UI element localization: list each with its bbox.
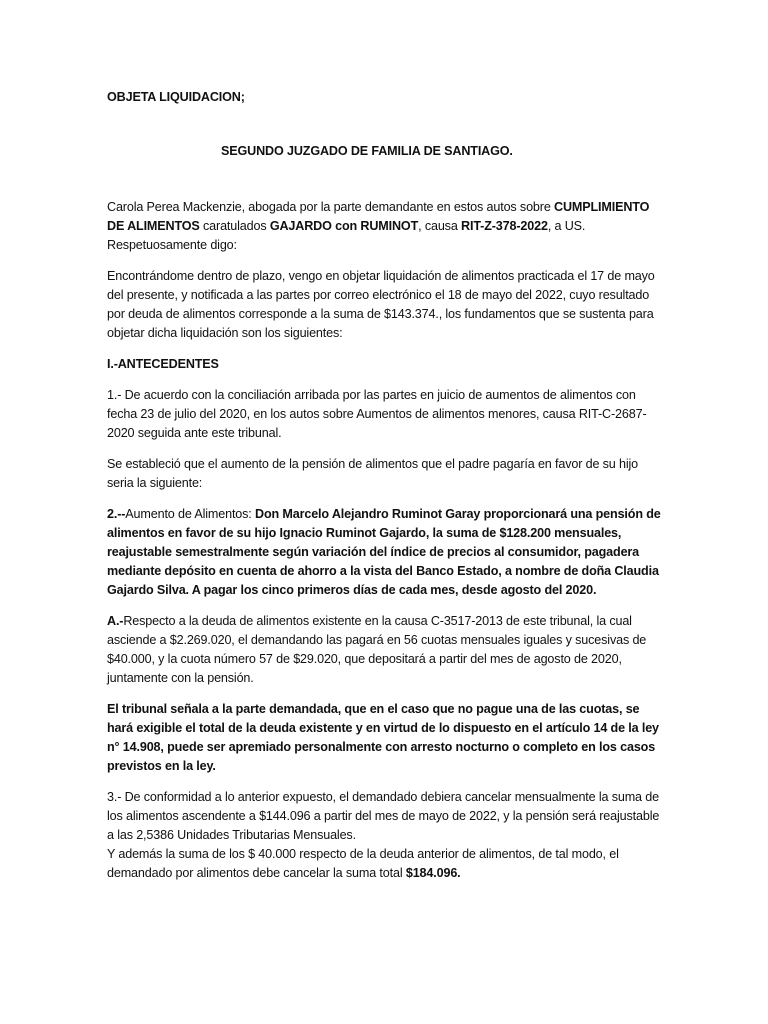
case-type: CUMPLIMIENTO DE ALIMENTOS [107,200,650,233]
intro-text-1: abogada por la parte demandante en estos autos sobre [244,200,555,214]
intro-text-3: , causa [418,219,462,233]
item-2-paragraph [107,505,667,600]
item-a-label: A.- [107,614,124,628]
objection-paragraph: Encontrándome dentro de plazo, vengo en objetar liquidación de alimentos practicada el 17 de mayo del presente, y notificada a las partes por correo electrónico el 18 de mayo del 2022, cuyo resultado por deuda de alimentos corresponde a la suma de $143.374., los fundamentos que se sustenta para objetar dicha liquidación son los siguientes: [107,269,655,340]
tribunal-warning-paragraph: El tribunal señala a la parte demandada, que en el caso que no pague una de las cuotas, se hará exigible el total de la deuda existente y en virtud de lo dispuesto en el artículo 14 de la ley n° 14.908, puede ser apremiado personalmente con arresto nocturno o completo en los casos previstos en la ley. [107,702,659,773]
intro-text-4: , a US. [547,219,586,233]
item-2-text: Don Marcelo Alejandro Ruminot Garay proporcionará una pensión de alimentos en favor de su hijo Ignacio Ruminot Gajardo, la suma de $128.200 mensuales, reajustable semestralmente según variación del índice de precios al consumidor, pagadera mediante depósito en cuenta de ahorro a la vista del Banco Estado, a nombre de doña Claudia Gajardo Silva. A pagar los cinco primeros días de cada mes, desde agosto del 2020. [107,507,661,597]
intro-text-2: caratulados [199,219,270,233]
item-2-label: 2.-- [107,507,126,521]
item-3-paragraph [107,788,667,883]
document-title: OBJETA LIQUIDACION; [107,90,245,104]
case-parties: GAJARDO con RUMINOT [269,219,419,233]
item-3-text-2: Y además la suma de los $ 40.000 respecto de la deuda anterior de alimentos, de tal modo, el demandado por alimentos debe cancelar la suma total [107,847,619,880]
intro-text-5: Respetuosamente digo: [107,238,237,252]
item-2-heading: Aumento de Alimentos: [125,507,256,521]
item-a-paragraph [107,612,667,688]
court-name: SEGUNDO JUZGADO DE FAMILIA DE SANTIAGO. [221,144,513,158]
attorney-name: Carola Perea Mackenzie, [107,200,245,214]
item-a-text: Respecto a la deuda de alimentos existente en la causa C-3517-2013 de este tribunal, la cual asciende a $2.269.020, el demandando las pagará en 56 cuotas mensuales iguales y sucesivas de $40.000, y la cuota número 57 de $29.020, que depositará a partir del mes de agosto de 2020, juntamente con la pensión. [107,614,647,685]
item-1-paragraph: 1.- De acuerdo con la conciliación arribada por las partes en juicio de aumentos de alimentos con fecha 23 de julio del 2020, en los autos sobre Aumentos de alimentos menores, causa RIT-C-2687-2020 seguida ante este tribunal. [107,388,647,440]
item-3-total: $184.096. [405,866,461,880]
case-rit: RIT-Z-378-2022 [461,219,548,233]
established-paragraph: Se estableció que el aumento de la pensión de alimentos que el padre pagaría en favor de su hijo seria la siguiente: [107,457,639,490]
item-3-text-1: 3.- De conformidad a lo anterior expuesto, el demandado debiera cancelar mensualmente la suma de los alimentos ascendente a $144.096 a partir del mes de mayo de 2022, y la pensión será reajustable a las 2,5386 Unidades Tributarias Mensuales. [107,790,660,842]
intro-paragraph [107,198,667,255]
section-heading-antecedentes: I.-ANTECEDENTES [107,357,219,371]
document-body [107,88,667,883]
